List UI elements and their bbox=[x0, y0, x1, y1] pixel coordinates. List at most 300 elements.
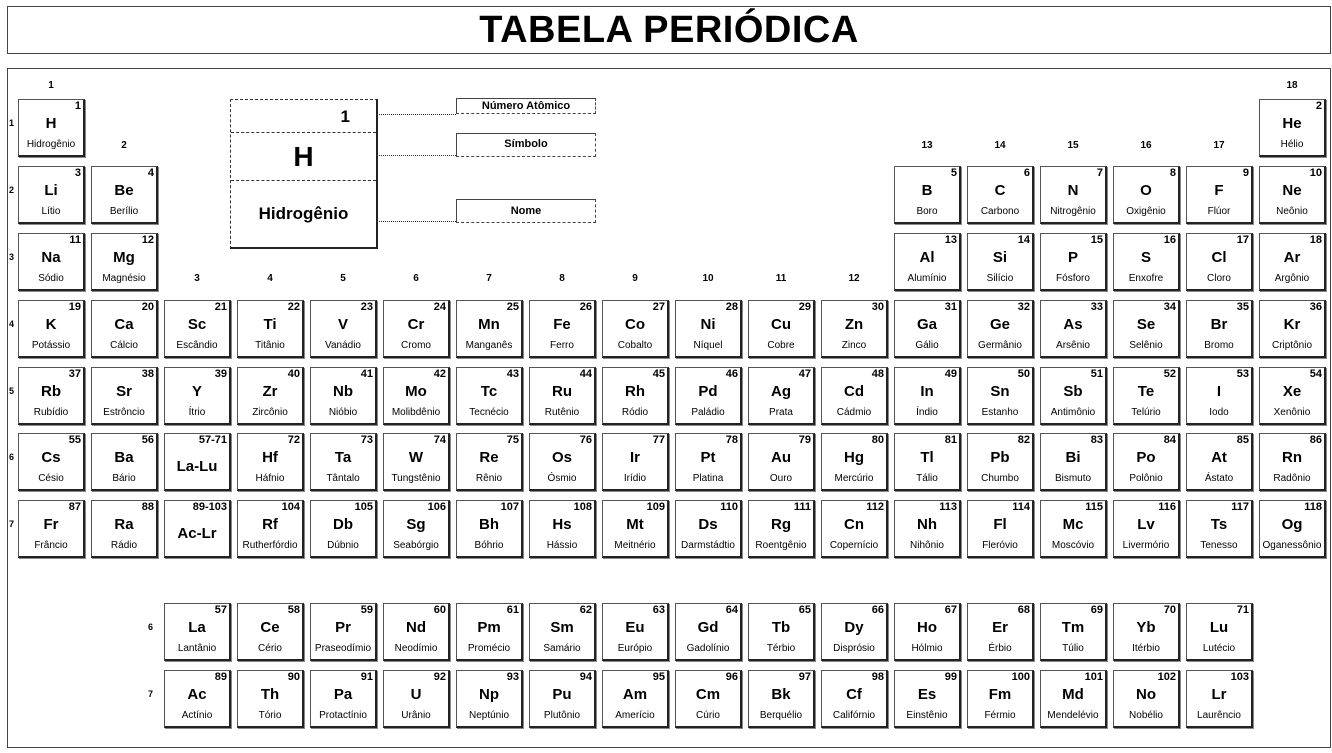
element-symbol: Rn bbox=[1282, 449, 1302, 466]
element-cell[interactable] bbox=[967, 233, 1034, 291]
element-name: Hidrogênio bbox=[26, 139, 76, 150]
element-name: Livermório bbox=[1122, 540, 1170, 551]
atomic-number: 88 bbox=[141, 501, 154, 513]
element-cell[interactable] bbox=[1186, 300, 1253, 358]
legend-label-symbol: Símbolo bbox=[456, 133, 596, 157]
atomic-number: 94 bbox=[579, 671, 592, 683]
element-cell[interactable] bbox=[91, 233, 158, 291]
element-cell[interactable] bbox=[529, 433, 596, 491]
element-cell[interactable] bbox=[1259, 99, 1326, 157]
atomic-number: 67 bbox=[944, 604, 957, 616]
element-cell[interactable] bbox=[18, 99, 85, 157]
element-cell[interactable] bbox=[91, 166, 158, 224]
element-symbol: P bbox=[1067, 249, 1078, 266]
element-symbol: Os bbox=[551, 449, 572, 466]
element-symbol: At bbox=[1211, 449, 1227, 466]
element-cell[interactable] bbox=[894, 300, 961, 358]
element-cell[interactable] bbox=[164, 603, 231, 661]
element-symbol: Gd bbox=[697, 619, 719, 636]
element-name: Lutécio bbox=[1202, 643, 1236, 654]
atomic-number: 53 bbox=[1236, 368, 1249, 380]
element-cell[interactable] bbox=[1113, 433, 1180, 491]
element-cell[interactable] bbox=[1259, 300, 1326, 358]
legend-cell bbox=[230, 99, 378, 249]
element-name: Disprósio bbox=[833, 643, 875, 654]
element-cell[interactable] bbox=[1186, 233, 1253, 291]
element-symbol: Pm bbox=[477, 619, 501, 636]
element-symbol: Zr bbox=[262, 383, 278, 400]
element-cell[interactable] bbox=[1040, 500, 1107, 558]
element-cell[interactable] bbox=[18, 500, 85, 558]
element-cell[interactable] bbox=[602, 300, 669, 358]
period-label: 4 bbox=[9, 319, 15, 329]
element-symbol: In bbox=[920, 383, 934, 400]
atomic-number: 33 bbox=[1090, 301, 1103, 313]
element-cell[interactable] bbox=[456, 300, 523, 358]
element-cell[interactable] bbox=[967, 433, 1034, 491]
element-name: Rádio bbox=[110, 540, 138, 551]
element-cell[interactable] bbox=[1040, 367, 1107, 425]
atomic-number: 58 bbox=[287, 604, 300, 616]
page-title: TABELA PERIÓDICA bbox=[479, 9, 859, 51]
element-name: Antimônio bbox=[1050, 407, 1096, 418]
element-name: Rubídio bbox=[33, 407, 69, 418]
element-cell[interactable] bbox=[310, 500, 377, 558]
element-cell[interactable] bbox=[18, 233, 85, 291]
element-cell[interactable] bbox=[967, 670, 1034, 728]
element-cell[interactable] bbox=[456, 500, 523, 558]
element-cell[interactable] bbox=[456, 603, 523, 661]
leader-line-name bbox=[377, 221, 456, 222]
leader-line-number bbox=[377, 114, 456, 115]
atomic-number: 56 bbox=[141, 434, 154, 446]
element-cell[interactable] bbox=[310, 670, 377, 728]
element-cell[interactable] bbox=[383, 603, 450, 661]
atomic-number: 38 bbox=[141, 368, 154, 380]
element-name: Berílio bbox=[109, 206, 139, 217]
element-cell[interactable] bbox=[91, 300, 158, 358]
element-cell[interactable] bbox=[456, 433, 523, 491]
element-cell[interactable] bbox=[821, 670, 888, 728]
element-name: Cádmio bbox=[836, 407, 872, 418]
element-cell[interactable] bbox=[1113, 300, 1180, 358]
element-name: Xenônio bbox=[1273, 407, 1311, 418]
group-label: 11 bbox=[775, 273, 787, 284]
atomic-number: 115 bbox=[1085, 501, 1103, 513]
element-cell[interactable] bbox=[602, 603, 669, 661]
element-cell[interactable] bbox=[675, 603, 742, 661]
atomic-number: 13 bbox=[944, 234, 957, 246]
atomic-number: 62 bbox=[579, 604, 592, 616]
element-cell[interactable] bbox=[1113, 233, 1180, 291]
atomic-number: 69 bbox=[1090, 604, 1103, 616]
atomic-number: 108 bbox=[573, 501, 592, 513]
element-symbol: Al bbox=[919, 249, 935, 266]
element-symbol: W bbox=[408, 449, 424, 466]
atomic-number: 84 bbox=[1163, 434, 1176, 446]
element-symbol: He bbox=[1282, 115, 1302, 132]
element-name: Paládio bbox=[691, 407, 725, 418]
element-cell[interactable] bbox=[237, 433, 304, 491]
element-name: Frâncio bbox=[34, 540, 68, 551]
element-cell[interactable] bbox=[1259, 367, 1326, 425]
element-cell[interactable] bbox=[748, 367, 815, 425]
element-name: Einstênio bbox=[906, 710, 948, 721]
element-cell[interactable] bbox=[1259, 166, 1326, 224]
element-cell[interactable] bbox=[310, 300, 377, 358]
element-cell[interactable] bbox=[91, 433, 158, 491]
element-cell[interactable] bbox=[821, 433, 888, 491]
element-name: Berquélio bbox=[759, 710, 803, 721]
element-cell[interactable] bbox=[967, 500, 1034, 558]
element-cell[interactable] bbox=[529, 300, 596, 358]
group-label: 7 bbox=[486, 273, 492, 284]
element-name: Rênio bbox=[475, 473, 503, 484]
element-cell[interactable] bbox=[164, 300, 231, 358]
element-symbol: Es bbox=[917, 686, 937, 703]
atomic-number: 36 bbox=[1309, 301, 1322, 313]
period-label: 3 bbox=[9, 252, 15, 262]
element-symbol: Cm bbox=[695, 686, 721, 703]
element-name: Copernício bbox=[829, 540, 879, 551]
element-name: Laurêncio bbox=[1197, 710, 1241, 721]
atomic-number: 1 bbox=[74, 100, 81, 112]
element-name: Enxofre bbox=[1128, 273, 1164, 284]
element-cell[interactable] bbox=[310, 367, 377, 425]
element-name: Telúrio bbox=[1131, 407, 1161, 418]
element-cell[interactable] bbox=[894, 233, 961, 291]
atomic-number: 35 bbox=[1236, 301, 1249, 313]
element-cell[interactable] bbox=[821, 603, 888, 661]
element-cell[interactable] bbox=[529, 367, 596, 425]
element-name: Vanádio bbox=[325, 340, 361, 351]
element-symbol: Fm bbox=[988, 686, 1012, 703]
element-cell[interactable] bbox=[1040, 603, 1107, 661]
element-cell[interactable] bbox=[18, 300, 85, 358]
atomic-number: 107 bbox=[500, 501, 519, 513]
element-symbol: Fl bbox=[993, 516, 1007, 533]
element-cell[interactable] bbox=[967, 166, 1034, 224]
element-cell[interactable] bbox=[748, 500, 815, 558]
element-symbol: H bbox=[45, 115, 57, 132]
atomic-number: 34 bbox=[1163, 301, 1176, 313]
element-symbol: Rf bbox=[262, 516, 278, 533]
atomic-number: 95 bbox=[652, 671, 665, 683]
element-cell[interactable] bbox=[456, 670, 523, 728]
element-name: Tenesso bbox=[1200, 540, 1238, 551]
element-name: Hólmio bbox=[911, 643, 943, 654]
atomic-number: 103 bbox=[1230, 671, 1249, 683]
element-symbol: Bk bbox=[771, 686, 791, 703]
element-name: Itérbio bbox=[1132, 643, 1160, 654]
element-cell[interactable] bbox=[18, 433, 85, 491]
element-cell[interactable] bbox=[1186, 670, 1253, 728]
element-cell[interactable] bbox=[164, 670, 231, 728]
element-cell[interactable] bbox=[1040, 433, 1107, 491]
element-cell[interactable] bbox=[894, 670, 961, 728]
element-symbol: Ru bbox=[552, 383, 572, 400]
element-cell[interactable] bbox=[967, 367, 1034, 425]
element-symbol: Lu bbox=[1209, 619, 1229, 636]
element-name: Chumbo bbox=[981, 473, 1019, 484]
element-cell[interactable] bbox=[602, 670, 669, 728]
element-cell[interactable] bbox=[1113, 166, 1180, 224]
element-cell[interactable] bbox=[821, 500, 888, 558]
atomic-number: 97 bbox=[798, 671, 811, 683]
atomic-number: 57-71 bbox=[198, 434, 227, 446]
element-cell[interactable] bbox=[602, 433, 669, 491]
element-symbol: Cl bbox=[1211, 249, 1227, 266]
element-cell[interactable] bbox=[967, 300, 1034, 358]
element-name: Gadolínio bbox=[686, 643, 730, 654]
element-cell[interactable] bbox=[1040, 233, 1107, 291]
legend-symbol: H bbox=[231, 133, 376, 181]
element-cell[interactable] bbox=[383, 433, 450, 491]
element-cell[interactable] bbox=[1040, 670, 1107, 728]
element-name: Dúbnio bbox=[327, 540, 359, 551]
element-symbol: Db bbox=[333, 516, 353, 533]
element-cell[interactable] bbox=[675, 300, 742, 358]
element-symbol: Nh bbox=[917, 516, 937, 533]
element-symbol: Rh bbox=[625, 383, 645, 400]
element-name: Mercúrio bbox=[834, 473, 874, 484]
atomic-number: 29 bbox=[798, 301, 811, 313]
element-cell[interactable] bbox=[1186, 433, 1253, 491]
element-symbol: Md bbox=[1062, 686, 1084, 703]
element-name: Nitrogênio bbox=[1050, 206, 1096, 217]
element-name: Cério bbox=[258, 643, 282, 654]
element-name: Titânio bbox=[255, 340, 285, 351]
element-symbol: Am bbox=[622, 686, 648, 703]
atomic-number: 51 bbox=[1090, 368, 1103, 380]
element-cell[interactable] bbox=[164, 367, 231, 425]
element-name: Háfnio bbox=[255, 473, 285, 484]
atomic-number: 54 bbox=[1309, 368, 1322, 380]
element-cell[interactable] bbox=[310, 433, 377, 491]
element-cell[interactable] bbox=[529, 500, 596, 558]
group-label: 10 bbox=[702, 273, 714, 284]
element-name: Césio bbox=[38, 473, 64, 484]
atomic-number: 118 bbox=[1304, 501, 1322, 513]
atomic-number: 93 bbox=[506, 671, 519, 683]
element-name: Oxigênio bbox=[1126, 206, 1166, 217]
element-symbol: Rb bbox=[41, 383, 61, 400]
element-cell[interactable] bbox=[1113, 500, 1180, 558]
element-name: Tecnécio bbox=[469, 407, 509, 418]
element-name: Roentgênio bbox=[755, 540, 807, 551]
atomic-number: 50 bbox=[1017, 368, 1030, 380]
element-symbol: K bbox=[45, 316, 57, 333]
atomic-number: 15 bbox=[1090, 234, 1103, 246]
element-name: Cromo bbox=[400, 340, 431, 351]
element-cell[interactable] bbox=[1040, 300, 1107, 358]
atomic-number: 22 bbox=[287, 301, 300, 313]
element-cell[interactable] bbox=[675, 670, 742, 728]
element-name: Alumínio bbox=[907, 273, 947, 284]
atomic-number: 18 bbox=[1309, 234, 1322, 246]
element-cell[interactable] bbox=[456, 367, 523, 425]
element-name: Túlio bbox=[1062, 643, 1084, 654]
element-name: Selênio bbox=[1129, 340, 1163, 351]
atomic-number: 19 bbox=[68, 301, 81, 313]
element-symbol: Fe bbox=[553, 316, 571, 333]
element-cell[interactable] bbox=[894, 500, 961, 558]
element-name: Polônio bbox=[1129, 473, 1163, 484]
element-cell[interactable] bbox=[91, 367, 158, 425]
atomic-number: 83 bbox=[1090, 434, 1103, 446]
element-cell[interactable] bbox=[1186, 166, 1253, 224]
element-symbol: Sb bbox=[1063, 383, 1083, 400]
atomic-number: 101 bbox=[1084, 671, 1103, 683]
element-cell[interactable] bbox=[164, 433, 231, 491]
atomic-number: 16 bbox=[1163, 234, 1176, 246]
element-name: Cobalto bbox=[617, 340, 653, 351]
element-symbol: Y bbox=[191, 383, 202, 400]
element-symbol: Si bbox=[992, 249, 1008, 266]
element-cell[interactable] bbox=[237, 500, 304, 558]
legend-name: Hidrogênio bbox=[258, 204, 349, 223]
element-symbol: Tl bbox=[920, 449, 934, 466]
element-cell[interactable] bbox=[748, 670, 815, 728]
atomic-number: 66 bbox=[871, 604, 884, 616]
element-cell[interactable] bbox=[602, 367, 669, 425]
element-name: Neptúnio bbox=[468, 710, 510, 721]
element-cell[interactable] bbox=[18, 166, 85, 224]
element-name: Lantânio bbox=[177, 643, 217, 654]
element-name: Lítio bbox=[41, 206, 61, 217]
atomic-number: 90 bbox=[287, 671, 300, 683]
element-cell[interactable] bbox=[675, 367, 742, 425]
element-cell[interactable] bbox=[164, 500, 231, 558]
atomic-number: 52 bbox=[1163, 368, 1176, 380]
element-name: Amerício bbox=[615, 710, 655, 721]
atomic-number: 48 bbox=[871, 368, 884, 380]
element-symbol: Eu bbox=[625, 619, 645, 636]
element-name: Urânio bbox=[401, 710, 431, 721]
atomic-number: 91 bbox=[360, 671, 373, 683]
element-name: Estrôncio bbox=[103, 407, 145, 418]
element-symbol: Yb bbox=[1136, 619, 1156, 636]
element-cell[interactable] bbox=[894, 603, 961, 661]
element-cell[interactable] bbox=[1113, 367, 1180, 425]
element-cell[interactable] bbox=[675, 500, 742, 558]
element-cell[interactable] bbox=[894, 367, 961, 425]
element-cell[interactable] bbox=[1113, 670, 1180, 728]
element-symbol: Pa bbox=[333, 686, 353, 703]
group-label: 16 bbox=[1140, 140, 1152, 151]
atomic-number: 12 bbox=[141, 234, 154, 246]
element-cell[interactable] bbox=[1186, 367, 1253, 425]
element-name: Germânio bbox=[978, 340, 1022, 351]
element-cell[interactable] bbox=[1259, 433, 1326, 491]
element-cell[interactable] bbox=[675, 433, 742, 491]
atomic-number: 70 bbox=[1163, 604, 1176, 616]
series-period-label: 6 bbox=[148, 622, 154, 632]
element-cell[interactable] bbox=[1186, 500, 1253, 558]
element-cell[interactable] bbox=[894, 166, 961, 224]
atomic-number: 81 bbox=[944, 434, 957, 446]
atomic-number: 41 bbox=[360, 368, 373, 380]
element-cell[interactable] bbox=[821, 367, 888, 425]
element-name: Gálio bbox=[915, 340, 939, 351]
element-cell[interactable] bbox=[237, 300, 304, 358]
element-cell[interactable] bbox=[18, 367, 85, 425]
element-cell[interactable] bbox=[1259, 233, 1326, 291]
element-name: Seabórgio bbox=[393, 540, 439, 551]
element-symbol: V bbox=[337, 316, 348, 333]
element-symbol: U bbox=[410, 686, 422, 703]
element-symbol: Sg bbox=[406, 516, 426, 533]
element-name: Ferro bbox=[550, 340, 574, 351]
element-symbol: Po bbox=[1136, 449, 1156, 466]
atomic-number: 57 bbox=[214, 604, 227, 616]
element-symbol: Sn bbox=[990, 383, 1010, 400]
element-symbol: Ge bbox=[989, 316, 1010, 333]
element-name: Nihônio bbox=[910, 540, 944, 551]
element-cell[interactable] bbox=[310, 603, 377, 661]
element-cell[interactable] bbox=[1040, 166, 1107, 224]
element-cell[interactable] bbox=[1186, 603, 1253, 661]
period-label: 6 bbox=[9, 452, 15, 462]
element-symbol: Ra bbox=[114, 516, 134, 533]
element-symbol: Hs bbox=[552, 516, 572, 533]
element-cell[interactable] bbox=[748, 433, 815, 491]
element-symbol: Ta bbox=[334, 449, 352, 466]
element-cell[interactable] bbox=[821, 300, 888, 358]
element-cell[interactable] bbox=[91, 500, 158, 558]
atomic-number: 17 bbox=[1236, 234, 1249, 246]
element-cell[interactable] bbox=[383, 367, 450, 425]
atomic-number: 32 bbox=[1017, 301, 1030, 313]
group-label: 9 bbox=[632, 273, 638, 284]
atomic-number: 55 bbox=[68, 434, 81, 446]
element-cell[interactable] bbox=[529, 603, 596, 661]
atomic-number: 80 bbox=[871, 434, 884, 446]
element-cell[interactable] bbox=[237, 367, 304, 425]
element-symbol: F bbox=[1214, 182, 1224, 199]
element-cell[interactable] bbox=[237, 670, 304, 728]
atomic-number: 7 bbox=[1096, 167, 1103, 179]
element-cell[interactable] bbox=[748, 300, 815, 358]
atomic-number: 10 bbox=[1309, 167, 1322, 179]
element-name: Neônio bbox=[1276, 206, 1308, 217]
element-cell[interactable] bbox=[1113, 603, 1180, 661]
element-cell[interactable] bbox=[237, 603, 304, 661]
element-name: Nobélio bbox=[1129, 710, 1163, 721]
element-name: Níquel bbox=[693, 340, 723, 351]
element-cell[interactable] bbox=[529, 670, 596, 728]
element-symbol: Er bbox=[992, 619, 1008, 636]
element-name: Neodímio bbox=[394, 643, 438, 654]
atomic-number: 113 bbox=[939, 501, 957, 513]
element-cell[interactable] bbox=[383, 670, 450, 728]
atomic-number: 26 bbox=[579, 301, 592, 313]
element-name: Irídio bbox=[623, 473, 647, 484]
element-cell[interactable] bbox=[602, 500, 669, 558]
element-cell[interactable] bbox=[967, 603, 1034, 661]
atomic-number: 106 bbox=[427, 501, 446, 513]
element-symbol: Pr bbox=[335, 619, 351, 636]
element-cell[interactable] bbox=[1259, 500, 1326, 558]
element-symbol: O bbox=[1140, 182, 1152, 199]
element-cell[interactable] bbox=[748, 603, 815, 661]
element-name: Arsênio bbox=[1056, 340, 1090, 351]
atomic-number: 24 bbox=[433, 301, 446, 313]
atomic-number: 9 bbox=[1242, 167, 1249, 179]
element-cell[interactable] bbox=[383, 300, 450, 358]
element-cell[interactable] bbox=[894, 433, 961, 491]
element-cell[interactable] bbox=[383, 500, 450, 558]
